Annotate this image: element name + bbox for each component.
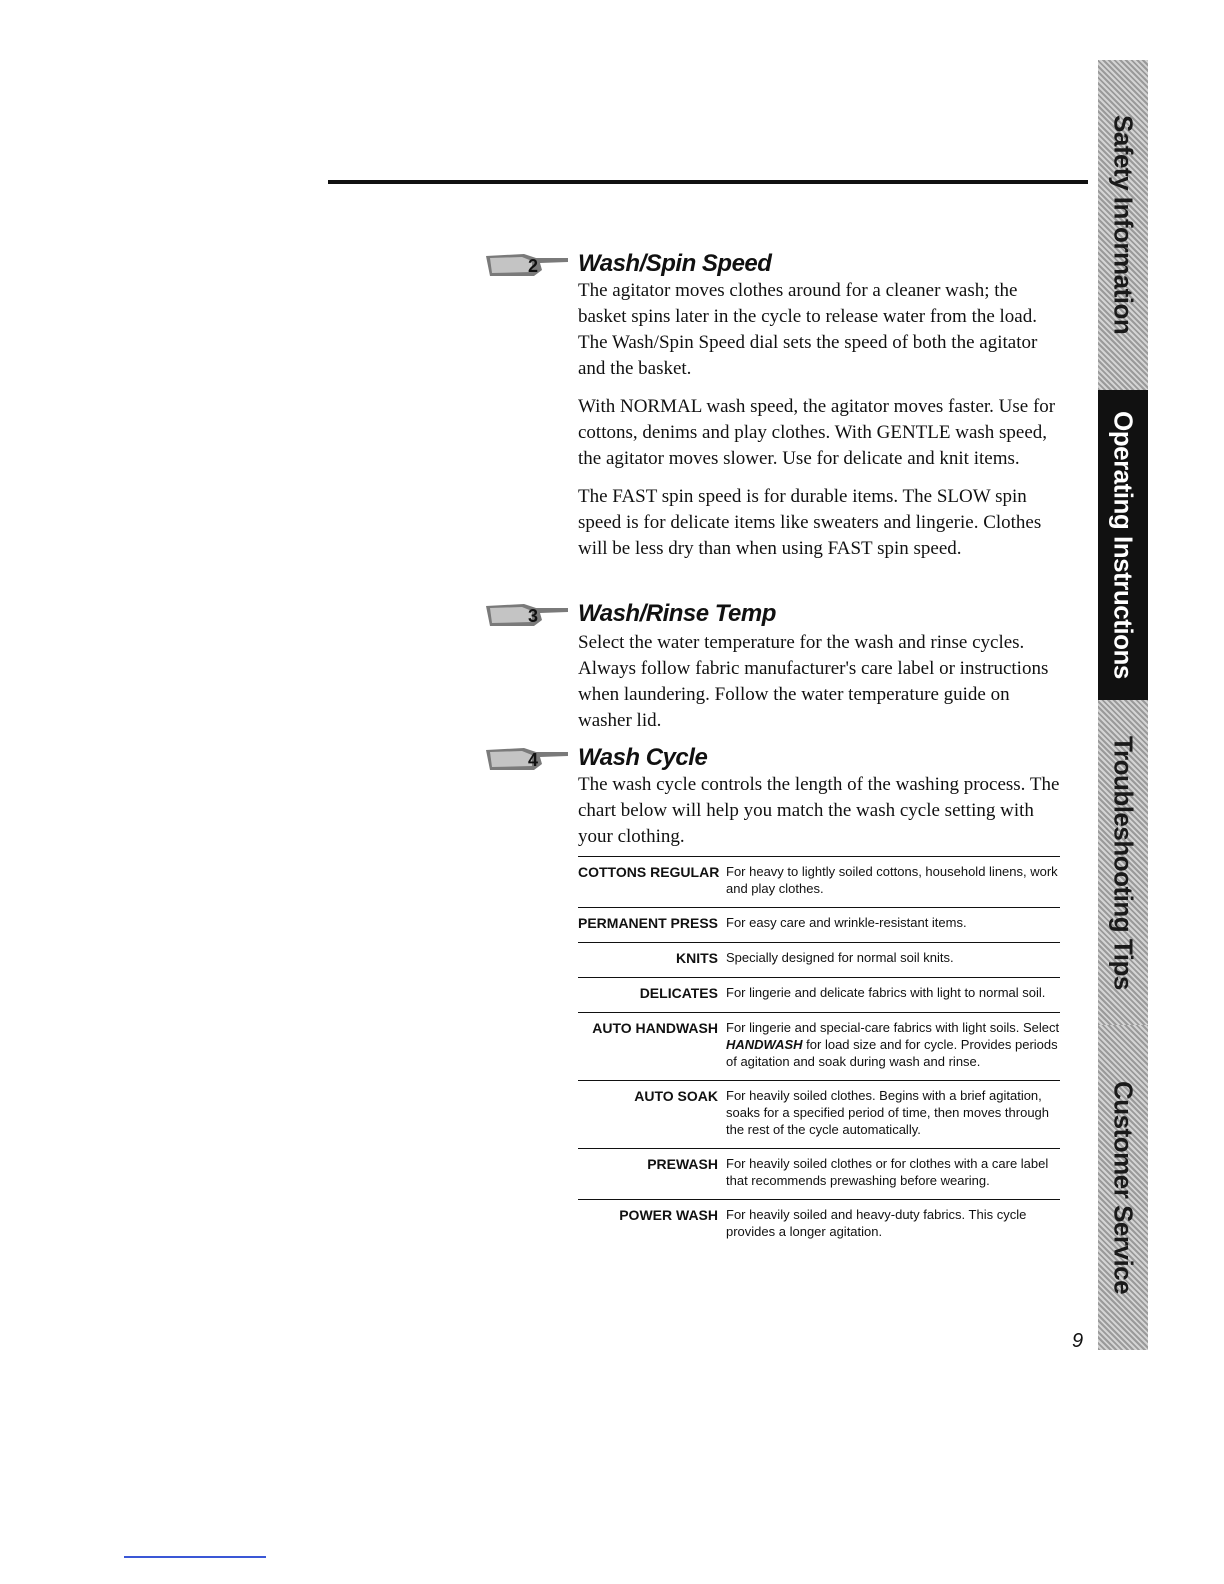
wash-cycle-chart — [578, 856, 1060, 1250]
section-body — [578, 630, 1064, 746]
cycle-description: Specially designed for normal soil knits. — [726, 950, 954, 965]
desc-text: for load size and for cycle. Provides periods of agitation and soak during wash and rinse. — [726, 1037, 1058, 1069]
tab-customer-service[interactable] — [1098, 1025, 1148, 1350]
cycle-description — [726, 1019, 1060, 1070]
top-rule — [328, 180, 1088, 184]
table-row — [578, 977, 1060, 1012]
cycle-name: COTTONS REGULAR — [578, 864, 720, 880]
section-title: Wash/Rinse Temp — [578, 600, 776, 627]
cycle-description: For heavily soiled clothes. Begins with a brief agitation, soaks for a specified period of time, then moves through the rest of the cycle automatically. — [726, 1088, 1050, 1137]
cycle-description: For heavily soiled and heavy-duty fabrics. This cycle provides a longer agitation. — [726, 1207, 1027, 1239]
table-row — [578, 856, 1060, 907]
page-number: 9 — [1072, 1330, 1084, 1352]
step-number: 3 — [528, 606, 539, 626]
desc-text: For lingerie and special-care fabrics with light soils. Select — [726, 1020, 1060, 1035]
pointing-hand-icon — [484, 600, 570, 628]
table-row — [578, 1199, 1060, 1250]
section-wash-cycle — [484, 742, 984, 774]
paragraph: The wash cycle controls the length of the washing process. The chart below will help you match the wash cycle setting with your clothing. — [578, 774, 1060, 847]
tab-label: Troubleshooting Tips — [1108, 735, 1139, 990]
tab-troubleshooting-tips[interactable] — [1098, 700, 1148, 1025]
paragraph: The FAST spin speed is for durable items. The SLOW spin speed is for delicate items like sweaters and lingerie. Clothes will be less dry than when using FAST spin speed. — [578, 486, 1042, 559]
section-wash-rinse-temp — [484, 598, 984, 630]
pointing-hand-icon — [484, 744, 570, 772]
cycle-name: KNITS — [676, 950, 718, 966]
paragraph: The agitator moves clothes around for a cleaner wash; the basket spins later in the cycle to release water from the load. The Wash/Spin Speed dial sets the speed of both the agitator and the basket. — [578, 280, 1038, 379]
footer-link-line — [124, 1556, 266, 1558]
table-row — [578, 1080, 1060, 1148]
side-tabs — [1098, 60, 1148, 1350]
table-row — [578, 907, 1060, 942]
cycle-name: DELICATES — [639, 985, 718, 1001]
section-body — [578, 772, 1064, 862]
cycle-name: AUTO HANDWASH — [592, 1020, 718, 1036]
cycle-name: PERMANENT PRESS — [578, 915, 719, 931]
tab-label: Customer Service — [1108, 1080, 1139, 1295]
table-row — [578, 1148, 1060, 1199]
section-wash-spin-speed — [484, 248, 984, 280]
section-title: Wash/Spin Speed — [578, 250, 772, 277]
tab-label: Safety Information — [1108, 115, 1139, 335]
section-title: Wash Cycle — [578, 744, 708, 771]
paragraph: Select the water temperature for the wash and rinse cycles. Always follow fabric manufacturer's care label or instructions when laundering. Follow the water temperature guide on washer lid. — [578, 632, 1049, 731]
tab-safety-information[interactable] — [1098, 60, 1148, 390]
cycle-name: PREWASH — [647, 1156, 718, 1172]
paragraph: With NORMAL wash speed, the agitator moves faster. Use for cottons, denims and play clothes. With GENTLE wash speed, the agitator moves slower. Use for delicate and knit items. — [578, 396, 1056, 469]
step-number: 4 — [528, 750, 539, 770]
step-number: 2 — [528, 256, 539, 276]
pointing-hand-icon — [484, 250, 570, 278]
tab-operating-instructions[interactable] — [1098, 390, 1148, 700]
cycle-description: For easy care and wrinkle-resistant items. — [726, 915, 967, 930]
cycle-description: For lingerie and delicate fabrics with light to normal soil. — [726, 985, 1046, 1000]
section-body — [578, 278, 1064, 574]
cycle-name: POWER WASH — [619, 1207, 718, 1223]
cycle-description: For heavily soiled clothes or for clothes with a care label that recommends prewashing before wearing. — [726, 1156, 1049, 1188]
desc-emphasis: HANDWASH — [726, 1037, 803, 1052]
tab-label: Operating Instructions — [1108, 411, 1139, 679]
cycle-description: For heavy to lightly soiled cottons, household linens, work and play clothes. — [726, 864, 1058, 896]
table-row — [578, 1012, 1060, 1080]
table-row — [578, 942, 1060, 977]
cycle-name: AUTO SOAK — [634, 1088, 718, 1104]
